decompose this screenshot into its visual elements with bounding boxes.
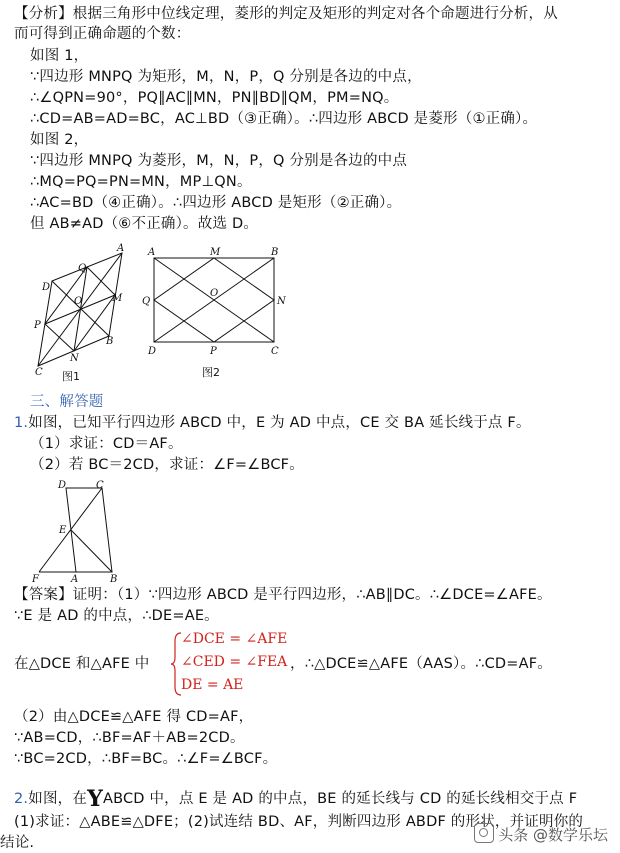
question-2-statement <box>14 786 578 812</box>
analysis-line-8: ∴AC=BD（④正确）。∴四边形 ABCD 是矩形（②正确）。 <box>30 195 402 211</box>
figure-2-rectangle <box>140 245 290 385</box>
fig1-label-d: D <box>42 282 51 293</box>
fig3-label-f: F <box>32 574 39 584</box>
analysis-line-5: ∴CD=AB=AD=BC，AC⊥BD（③正确）。∴四边形 ABCD 是菱形（①正确）。 <box>30 111 538 127</box>
fig2-label-m: M <box>210 247 221 258</box>
fig3-label-e: E <box>59 525 67 536</box>
question-1-part-1: （1）求证：CD＝AF。 <box>30 436 183 452</box>
analysis-line-9: 但 AB≠AD（⑥不正确）。故选 D。 <box>30 216 259 232</box>
fig2-label-b: B <box>271 247 279 258</box>
watermark <box>474 823 608 845</box>
fig2-label-p: P <box>210 346 217 357</box>
fig1-label-c: C <box>35 367 43 378</box>
figure1-intro: 如图 1， <box>30 48 89 64</box>
analysis-line-3: ∵四边形 MNPQ 为矩形，M，N，P，Q 分别是各边的中点， <box>30 69 422 85</box>
answer-conclusion: ，∴△DCE≌△AFE（AAS）。∴CD=AF。 <box>290 656 552 672</box>
fig1-label-m: M <box>112 293 123 304</box>
fig1-caption: 图1 <box>62 370 80 383</box>
analysis-line-1: 【分析】根据三角形中位线定理，菱形的判定及矩形的判定对各个命题进行分析，从 <box>14 6 558 22</box>
analysis-line-7: ∴MQ=PQ=PN=MN，MP⊥QN。 <box>30 174 252 190</box>
fig1-label-q: Q <box>78 263 87 274</box>
answer-line-2: ∵E 是 AD 的中点，∴DE=AE。 <box>14 608 219 624</box>
question-1-text: 如图，已知平行四边形 ABCD 中，E 为 AD 中点，CE 交 BA 延长线于点 F。 <box>28 415 531 431</box>
answer-part-2-line-3: ∵BC=2CD，∴BF=BC。∴∠F=∠BCF。 <box>14 751 278 767</box>
section-title: 三、解答题 <box>30 394 104 410</box>
fig2-label-q: Q <box>142 296 151 307</box>
fig2-label-d: D <box>148 346 157 357</box>
equation-row-1: ∠DCE = ∠AFE <box>181 631 288 647</box>
answer-line-1: 【答案】证明：（1）∵四边形 ABCD 是平行四边形，∴AB∥DC。∴∠DCE=∠AFE。 <box>14 587 552 603</box>
question-1-number: 1. <box>14 415 29 431</box>
fig3-label-a: A <box>71 574 79 584</box>
parallelogram-symbol: Y <box>87 786 103 812</box>
answer-in-triangles: 在△DCE 和△AFE 中 <box>14 656 150 672</box>
fig3-label-c: C <box>96 480 104 491</box>
fig1-label-p: P <box>34 320 41 331</box>
fig1-label-b: B <box>106 336 114 347</box>
figure2-intro: 如图 2， <box>30 132 89 148</box>
fig2-label-c: C <box>271 346 279 357</box>
question-2-number: 2. <box>14 791 29 807</box>
analysis-line-2: 而可得到正确命题的个数： <box>14 26 191 42</box>
analysis-line-6: ∵四边形 MNPQ 为菱形，M，N，P，Q 分别是各边的中点 <box>30 153 408 169</box>
fig1-label-o: O <box>74 296 83 307</box>
fig2-label-n: N <box>277 296 286 307</box>
question-2-text-post: ABCD 中，点 E 是 AD 的中点，BE 的延长线与 CD 的延长线相交于点 F <box>102 791 578 807</box>
fig2-label-a: A <box>148 247 156 258</box>
question-1-statement <box>14 413 531 433</box>
fig2-caption: 图2 <box>202 366 220 379</box>
toutiao-logo-icon <box>474 823 494 843</box>
equation-row-2: ∠CED = ∠FEA <box>181 654 288 670</box>
answer-part-2-line-2: ∵AB=CD，∴BF=AF＋AB=2CD。 <box>14 730 245 746</box>
question-2-text-pre: 如图，在 <box>28 791 88 807</box>
fig1-label-a: A <box>117 243 125 254</box>
watermark-text: 头条 @数学乐坛 <box>498 826 608 844</box>
figure-1-rhombus <box>30 240 130 385</box>
analysis-line-4: ∴∠QPN=90°，PQ∥AC∥MN，PN∥BD∥QM，PM=NQ。 <box>30 90 399 106</box>
fig3-label-d: D <box>58 480 67 491</box>
question-2-parts: (1)求证：△ABE≌△DFE；(2)试连结 BD、AF，判断四边形 ABDF 的形状，并证明你的 <box>14 814 584 830</box>
equation-system <box>171 631 291 697</box>
answer-part-2-line-1: （2）由△DCE≌△AFE 得 CD=AF， <box>14 709 254 725</box>
question-1-part-2: （2）若 BC＝2CD，求证：∠F=∠BCF。 <box>30 457 304 473</box>
fig3-label-b: B <box>110 574 118 584</box>
fig1-label-n: N <box>70 353 79 364</box>
question-2-parts-cont: 结论. <box>0 835 35 851</box>
figure-3-parallelogram <box>28 476 138 584</box>
equation-row-3: DE = AE <box>181 677 244 693</box>
fig2-label-o: O <box>210 288 219 299</box>
